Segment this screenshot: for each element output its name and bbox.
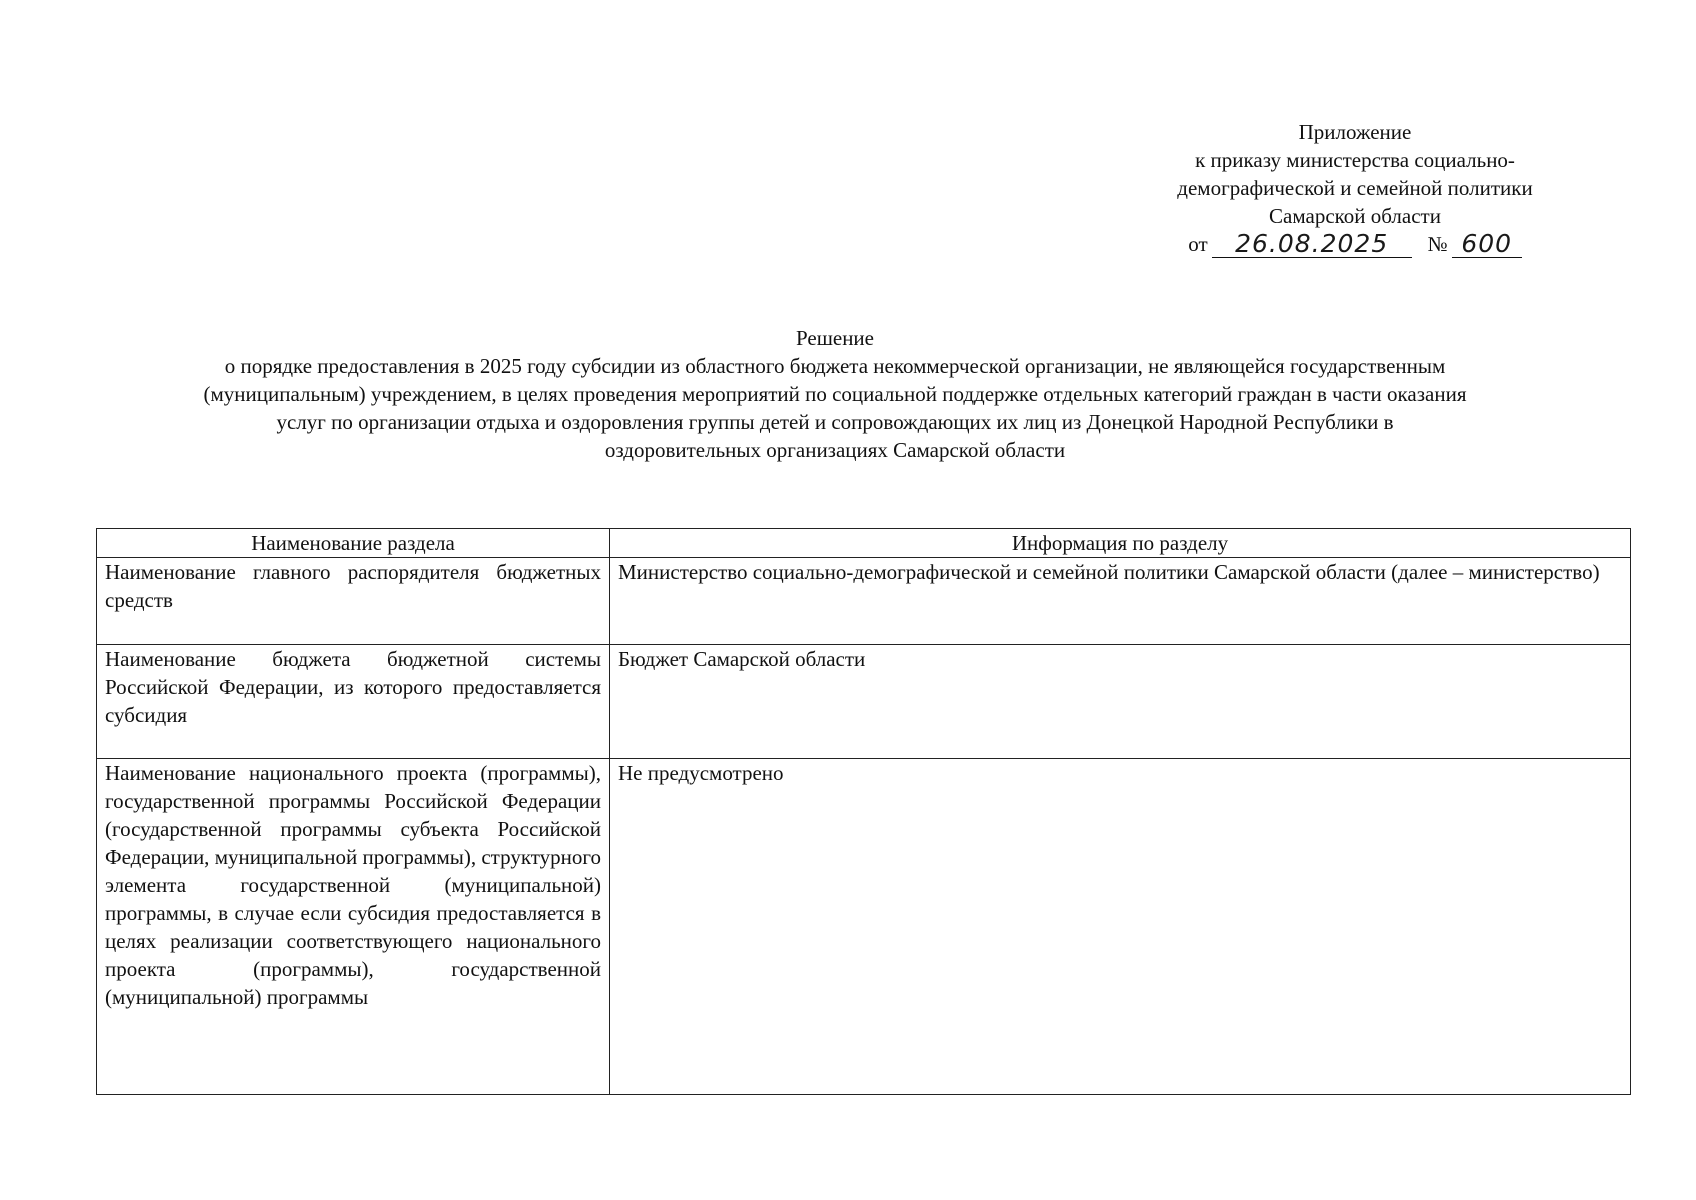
section-info-cell: Министерство социально-демографической и семейной политики Самарской области (далее – министерство) bbox=[610, 558, 1631, 645]
document-title bbox=[80, 324, 1590, 464]
title-line: (муниципальным) учреждением, в целях проведения мероприятий по социальной поддержке отдельных категорий граждан в части оказания bbox=[203, 382, 1467, 406]
handwritten-date: 26.08.2025 bbox=[1212, 231, 1412, 258]
header-section-name: Наименование раздела bbox=[97, 529, 610, 558]
title-line: о порядке предоставления в 2025 году субсидии из областного бюджета некоммерческой организации, не являющейся государственным bbox=[224, 354, 1446, 378]
appendix-line: к приказу министерства социально- bbox=[1195, 148, 1515, 172]
section-info-cell: Бюджет Самарской области bbox=[610, 645, 1631, 759]
order-reference bbox=[1120, 230, 1590, 258]
section-info-table bbox=[96, 528, 1631, 1095]
appendix-line: Самарской области bbox=[1269, 204, 1441, 228]
appendix-line: демографической и семейной политики bbox=[1177, 176, 1533, 200]
table-row bbox=[97, 558, 1631, 645]
section-name-cell: Наименование национального проекта (программы), государственной программы Российской Федерации (государственной программы субъекта Российской Федерации, муниципальной программы), структурного элемента государственной (муниципальной) программы, в случае если субсидия предоставляется в целях реализации соответствующего национального проекта (программы), государственной (муниципальной) программы bbox=[97, 759, 610, 1095]
handwritten-number: 600 bbox=[1452, 231, 1522, 258]
appendix-header bbox=[1120, 118, 1590, 258]
table-row bbox=[97, 645, 1631, 759]
table-header-row bbox=[97, 529, 1631, 558]
title-line: услуг по организации отдыха и оздоровления группы детей и сопровождающих их лиц из Донецкой Народной Республики в bbox=[276, 410, 1394, 434]
section-info-cell: Не предусмотрено bbox=[610, 759, 1631, 1095]
table-row bbox=[97, 759, 1631, 1095]
header-section-info: Информация по разделу bbox=[610, 529, 1631, 558]
appendix-title: Приложение bbox=[1298, 120, 1412, 144]
date-prefix: от bbox=[1188, 232, 1208, 256]
section-name-cell: Наименование бюджета бюджетной системы Российской Федерации, из которого предоставляется субсидия bbox=[97, 645, 610, 759]
number-prefix: № bbox=[1427, 232, 1448, 256]
title-heading: Решение bbox=[795, 326, 874, 350]
title-line: оздоровительных организациях Самарской области bbox=[604, 438, 1066, 462]
section-name-cell: Наименование главного распорядителя бюджетных средств bbox=[97, 558, 610, 645]
